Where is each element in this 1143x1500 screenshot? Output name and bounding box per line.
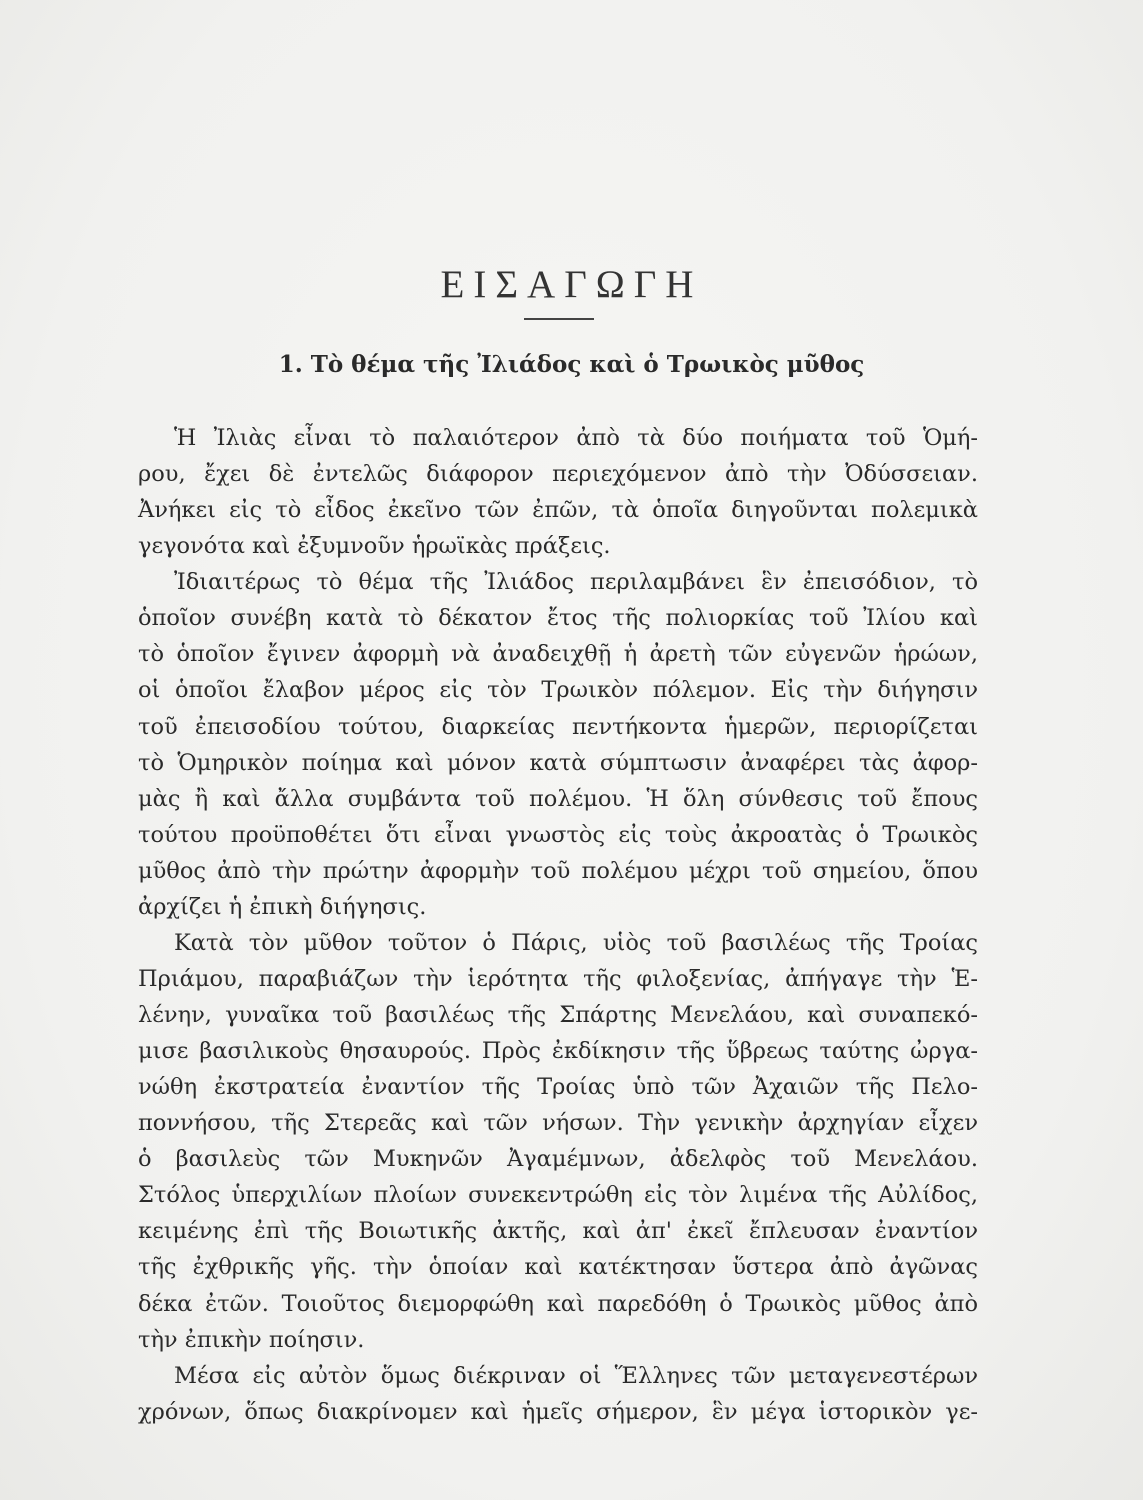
paragraph-4-line: Μέσα εἰς αὐτὸν ὅμως διέκριναν οἱ Ἕλληνες τῶν μεταγενεστέρων xyxy=(174,1362,978,1389)
paragraph-3-line: Πριάμου, παραβιάζων τὴν ἱερότητα τῆς φιλοξενίας, ἀπήγαγε τὴν Ἑ- xyxy=(138,965,978,992)
paragraph-2-line: ὁποῖον συνέβη κατὰ τὸ δέκατον ἔτος τῆς πολιορκίας τοῦ Ἰλίου καὶ xyxy=(138,605,978,632)
paragraph-3-line: μισε βασιλικοὺς θησαυρούς. Πρὸς ἐκδίκησιν τῆς ὕβρεως ταύτης ὠργα- xyxy=(138,1038,978,1065)
paragraph-2-line: τούτου προϋποθέτει ὅτι εἶναι γνωστὸς εἰς τοὺς ἀκροατὰς ὁ Τρωικὸς xyxy=(138,821,978,848)
paragraph-2-line: μὰς ἢ καὶ ἄλλα συμβάντα τοῦ πολέμου. Ἡ ὅλη σύνθεσις τοῦ ἔπους xyxy=(138,785,978,812)
paragraph-3-line: δέκα ἐτῶν. Τοιοῦτος διεμορφώθη καὶ παρεδόθη ὁ Τρωικὸς μῦθος ἀπὸ xyxy=(138,1290,978,1317)
title-divider xyxy=(524,318,594,320)
paragraph-1-line: Ἀνήκει εἰς τὸ εἶδος ἐκεῖνο τῶν ἐπῶν, τὰ ὁποῖα διηγοῦνται πολεμικὰ xyxy=(138,497,978,524)
paragraph-3-line: τῆς ἐχθρικῆς γῆς. τὴν ὁποίαν καὶ κατέκτησαν ὕστερα ἀπὸ ἀγῶνας xyxy=(138,1254,978,1281)
paragraph-3-line: ποννήσου, τῆς Στερεᾶς καὶ τῶν νήσων. Τὴν γενικὴν ἀρχηγίαν εἶχεν xyxy=(138,1110,978,1137)
paragraph-3-line: Στόλος ὑπερχιλίων πλοίων συνεκεντρώθη εἰς τὸν λιμένα τῆς Αὐλίδος, xyxy=(138,1182,978,1209)
paragraph-2-line: τοῦ ἐπεισοδίου τούτου, διαρκείας πεντήκοντα ἡμερῶν, περιορίζεται xyxy=(138,713,978,740)
section-heading: 1. Τὸ θέμα τῆς Ἰλιάδος καὶ ὁ Τρωικὸς μῦθος xyxy=(278,351,865,378)
paragraph-3-line: κειμένης ἐπὶ τῆς Βοιωτικῆς ἀκτῆς, καὶ ἀπ' ἐκεῖ ἔπλευσαν ἐναντίον xyxy=(138,1218,978,1245)
paragraph-2-line: μῦθος ἀπὸ τὴν πρώτην ἀφορμὴν τοῦ πολέμου μέχρι τοῦ σημείου, ὅπου xyxy=(138,857,978,884)
chapter-title: ΕΙΣΑΓΩΓΗ xyxy=(440,263,703,306)
paragraph-2-line: ἀρχίζει ἡ ἐπικὴ διήγησις. xyxy=(138,893,427,920)
body-text xyxy=(138,420,978,1430)
paragraph-2-line: Ἰδιαιτέρως τὸ θέμα τῆς Ἰλιάδος περιλαμβάνει ἓν ἐπεισόδιον, τὸ xyxy=(174,569,978,596)
paragraph-3-line: λένην, γυναῖκα τοῦ βασιλέως τῆς Σπάρτης Μενελάου, καὶ συναπεκό- xyxy=(138,1002,978,1028)
paragraph-3-line: Κατὰ τὸν μῦθον τοῦτον ὁ Πάρις, υἱὸς τοῦ βασιλέως τῆς Τροίας xyxy=(174,929,978,956)
paragraph-1-line: ρου, ἔχει δὲ ἐντελῶς διάφορον περιεχόμενον ἀπὸ τὴν Ὀδύσσειαν. xyxy=(138,461,978,488)
paragraph-2-line: τὸ ὁποῖον ἔγινεν ἀφορμὴ νὰ ἀναδειχθῇ ἡ ἀρετὴ τῶν εὐγενῶν ἡρώων, xyxy=(138,641,978,668)
paragraph-1-line: Ἡ Ἰλιὰς εἶναι τὸ παλαιότερον ἀπὸ τὰ δύο ποιήματα τοῦ Ὁμή- xyxy=(174,425,978,451)
paragraph-1-line: γεγονότα καὶ ἐξυμνοῦν ἡρωϊκὰς πράξεις. xyxy=(138,533,611,560)
paragraph-2-line: οἱ ὁποῖοι ἔλαβον μέρος εἰς τὸν Τρωικὸν πόλεμον. Εἰς τὴν διήγησιν xyxy=(138,677,978,704)
paragraph-3-line: τὴν ἐπικὴν ποίησιν. xyxy=(138,1326,365,1353)
paragraph-2-line: τὸ Ὁμηρικὸν ποίημα καὶ μόνον κατὰ σύμπτωσιν ἀναφέρει τὰς ἀφορ- xyxy=(138,749,978,776)
paragraph-3-line: νώθη ἐκστρατεία ἐναντίον τῆς Τροίας ὑπὸ τῶν Ἀχαιῶν τῆς Πελο- xyxy=(138,1074,978,1101)
paragraph-4-line: χρόνων, ὅπως διακρίνομεν καὶ ἡμεῖς σήμερον, ἓν μέγα ἱστορικὸν γε- xyxy=(138,1398,978,1425)
paragraph-3-line: ὁ βασιλεὺς τῶν Μυκηνῶν Ἀγαμέμνων, ἀδελφὸς τοῦ Μενελάου. xyxy=(138,1146,978,1173)
